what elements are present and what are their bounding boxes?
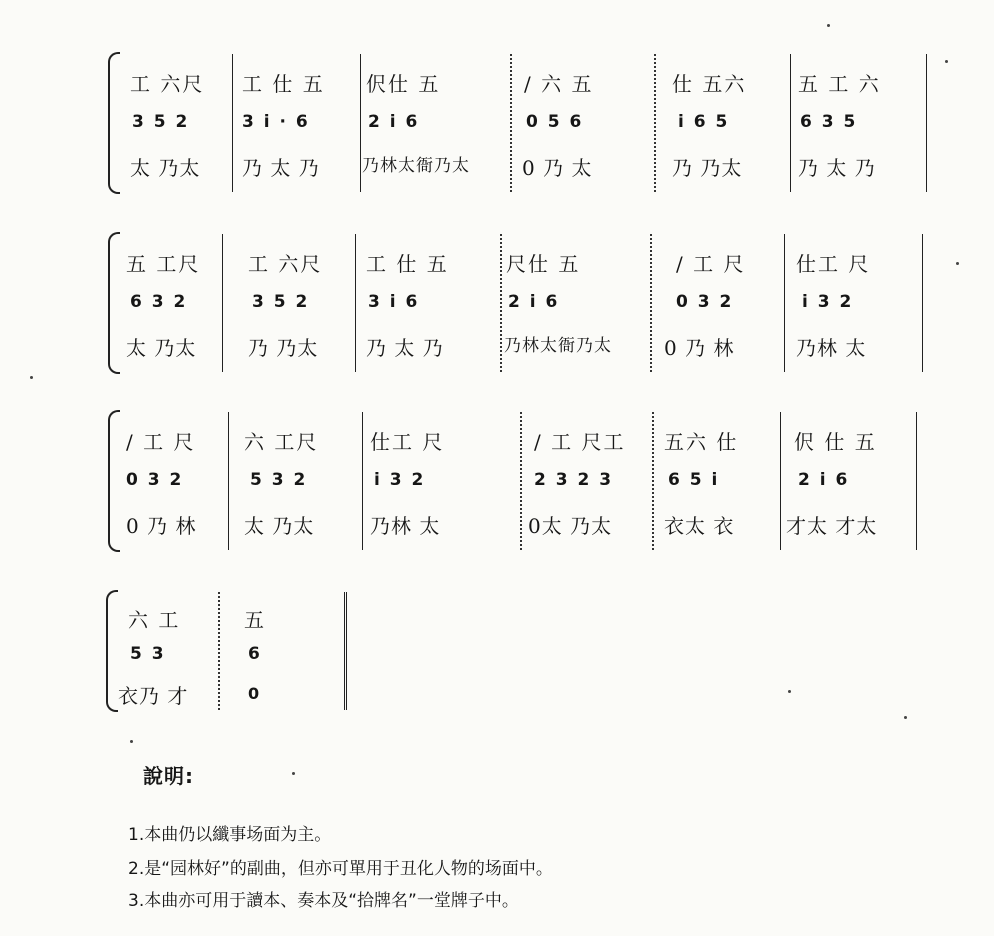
barline <box>228 412 229 550</box>
barline <box>650 234 652 372</box>
percussion-notation: 乃林 太 <box>370 514 441 538</box>
numbered-notation: 6 5 i <box>668 470 720 490</box>
system-brace <box>108 410 120 552</box>
barline <box>790 54 791 192</box>
numbered-notation: 6 <box>248 644 262 664</box>
numbered-notation: 0 3 2 <box>676 292 734 312</box>
score-system-3 <box>0 410 994 552</box>
numbered-notation: i 3 2 <box>374 470 426 490</box>
barline <box>362 412 363 550</box>
numbered-notation: i 6 5 <box>678 112 730 132</box>
explanation-line-3: 3.本曲亦可用于讀本、奏本及“拾牌名”一堂牌子中。 <box>128 891 519 911</box>
explanation-line-1: 1.本曲仍以纖事场面为主。 <box>128 825 332 845</box>
barline <box>654 54 656 192</box>
gongche-notation: 工 仕 五 <box>242 72 325 96</box>
gongche-notation: 工 仕 五 <box>366 252 449 276</box>
numbered-notation: 0 3 2 <box>126 470 184 490</box>
barline <box>784 234 785 372</box>
barline <box>520 412 522 550</box>
final-barline <box>344 592 347 710</box>
gongche-notation: / 六 五 <box>524 72 594 96</box>
numbered-notation: 0 5 6 <box>526 112 584 132</box>
gongche-notation: 仕工 尺 <box>796 252 871 276</box>
scan-speck <box>945 60 948 63</box>
percussion-notation: 乃林 太 <box>796 336 867 360</box>
barline <box>360 54 361 192</box>
gongche-notation: 工 六尺 <box>248 252 323 276</box>
percussion-notation: 乃 乃太 <box>672 156 743 180</box>
percussion-notation: 太 乃太 <box>244 514 315 538</box>
numbered-notation: 2 3 2 3 <box>534 470 614 490</box>
gongche-notation: / 工 尺 <box>676 252 746 276</box>
barline <box>510 54 512 192</box>
gongche-notation: 五六 仕 <box>664 430 739 454</box>
numbered-notation: i 3 2 <box>802 292 854 312</box>
numbered-notation: 5 3 <box>130 644 166 664</box>
score-system-1 <box>0 52 994 194</box>
barline <box>222 234 223 372</box>
numbered-notation: 3 5 2 <box>132 112 190 132</box>
numbered-notation: 3 i 6 <box>368 292 420 312</box>
percussion-notation: 才太 才太 <box>786 514 878 538</box>
scan-speck <box>904 716 907 719</box>
numbered-notation: 2 i 6 <box>798 470 850 490</box>
scan-speck <box>130 740 133 743</box>
percussion-notation: 衣太 衣 <box>664 514 735 538</box>
gongche-notation: 工 六尺 <box>130 72 205 96</box>
gongche-notation: 仕 五六 <box>672 72 747 96</box>
scan-speck <box>788 690 791 693</box>
numbered-notation: 3 i · 6 <box>242 112 310 132</box>
score-system-2 <box>0 232 994 374</box>
barline <box>218 592 220 710</box>
gongche-notation: / 工 尺工 <box>534 430 626 454</box>
gongche-notation: 仕工 尺 <box>370 430 445 454</box>
barline <box>780 412 781 550</box>
percussion-notation: 乃 太 乃 <box>366 336 444 360</box>
percussion-notation: 太 乃太 <box>130 156 201 180</box>
barline <box>922 234 923 372</box>
barline <box>500 234 502 372</box>
system-brace <box>108 52 120 194</box>
numbered-notation: 2 i 6 <box>508 292 560 312</box>
gongche-notation: 五 <box>244 608 266 632</box>
system-brace <box>108 232 120 374</box>
barline <box>916 412 917 550</box>
gongche-notation: 五 工 六 <box>798 72 881 96</box>
explanation-line-2: 2.是“园林好”的副曲，但亦可單用于丑化人物的场面中。 <box>128 859 553 879</box>
barline <box>652 412 654 550</box>
percussion-notation: 衣乃 才 <box>118 684 189 708</box>
scan-speck <box>827 24 830 27</box>
numbered-notation: 2 i 6 <box>368 112 420 132</box>
system-brace <box>106 590 118 712</box>
gongche-notation: 尺仕 五 <box>506 252 581 276</box>
gongche-notation: 五 工尺 <box>126 252 201 276</box>
barline <box>232 54 233 192</box>
numbered-notation: 3 5 2 <box>252 292 310 312</box>
percussion-notation: 0 乃 林 <box>126 514 197 538</box>
percussion-notation: 乃林太衙乃太 <box>362 156 470 176</box>
percussion-notation: 乃 太 乃 <box>798 156 876 180</box>
percussion-notation: 乃 太 乃 <box>242 156 320 180</box>
explanation-title: 說明: <box>143 764 194 788</box>
percussion-notation: 0 乃 太 <box>522 156 593 180</box>
scan-speck <box>292 772 295 775</box>
percussion-notation: 0太 乃太 <box>528 514 613 538</box>
numbered-notation: 6 3 2 <box>130 292 188 312</box>
numbered-notation: 6 3 5 <box>800 112 858 132</box>
percussion-notation: 0 乃 林 <box>664 336 735 360</box>
gongche-notation: 六 工 <box>128 608 181 632</box>
percussion-notation: 乃林太衙乃太 <box>504 336 612 356</box>
scan-speck <box>956 262 959 265</box>
gongche-notation: 伬仕 五 <box>366 72 441 96</box>
gongche-notation: 六 工尺 <box>244 430 319 454</box>
gongche-notation: / 工 尺 <box>126 430 196 454</box>
scan-speck <box>30 376 33 379</box>
percussion-notation: 乃 乃太 <box>248 336 319 360</box>
barline <box>355 234 356 372</box>
numbered-notation: 5 3 2 <box>250 470 308 490</box>
percussion-notation: 太 乃太 <box>126 336 197 360</box>
gongche-notation: 伬 仕 五 <box>794 430 877 454</box>
score-system-4 <box>0 590 994 712</box>
percussion-notation: 0 <box>248 684 261 703</box>
barline <box>926 54 927 192</box>
